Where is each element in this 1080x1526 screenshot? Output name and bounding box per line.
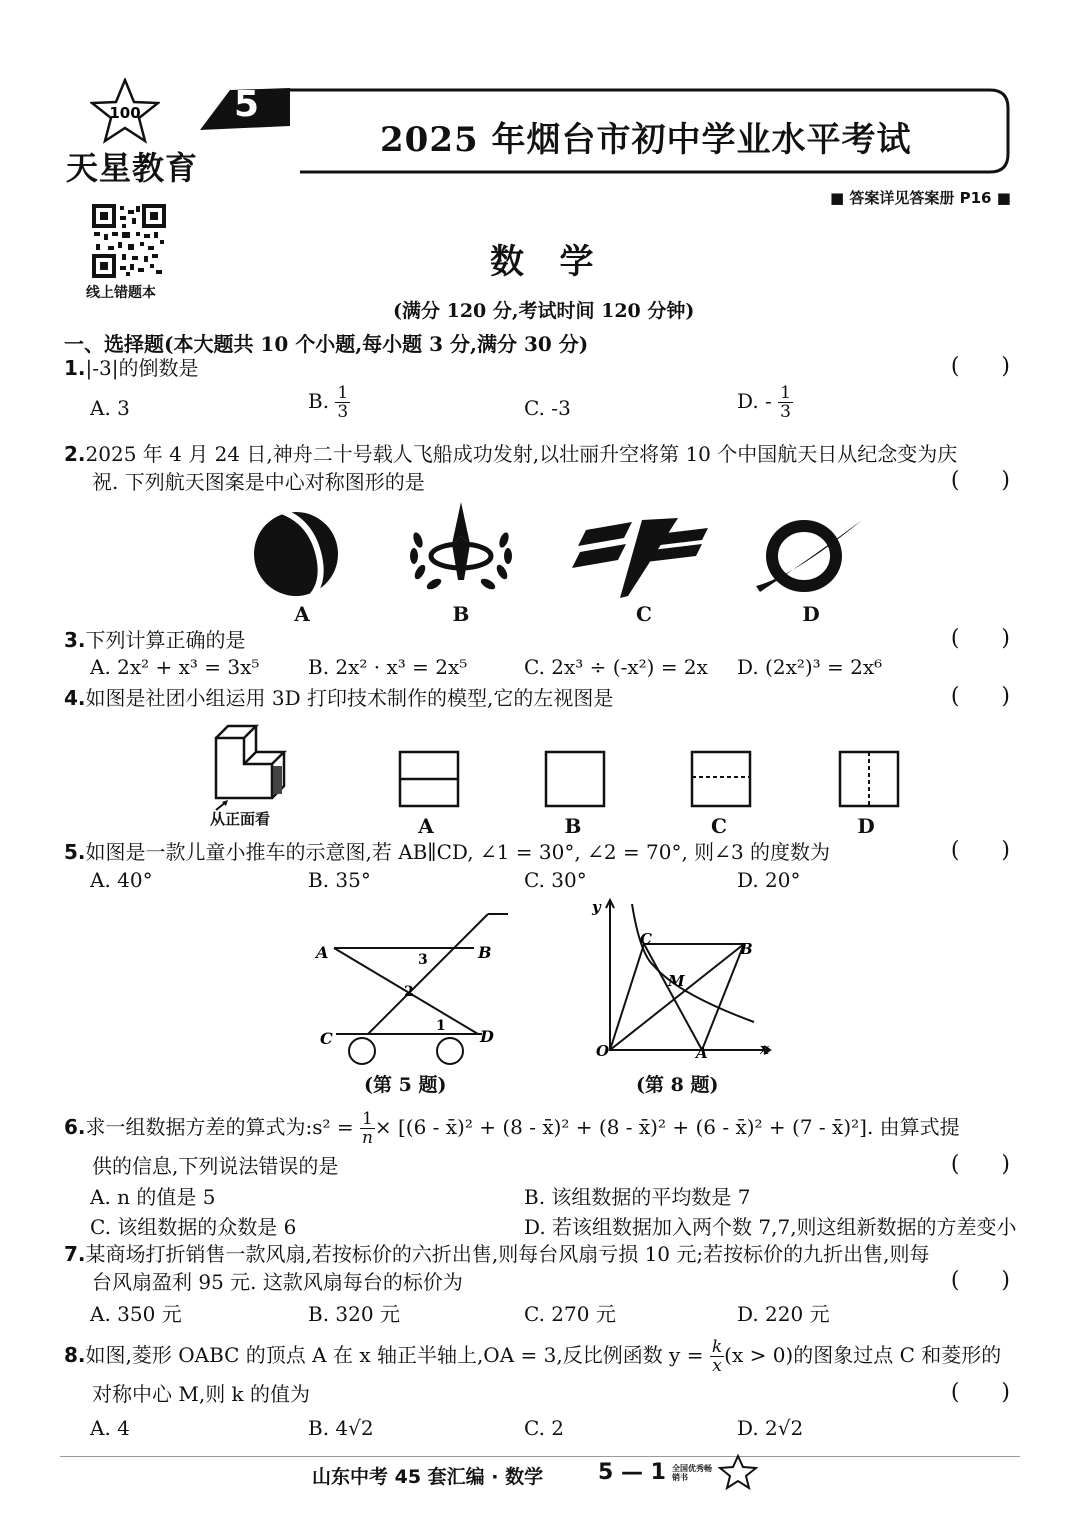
question-text: 2025 年 4 月 24 日,神舟二十号载人飞船成功发射,以壮丽升空将第 10 个中国航天日从纪念变为庆 [85,442,958,466]
front-view-label: 从正面看 [210,810,271,828]
answer-blank[interactable]: ( ) [950,684,1010,709]
option-c[interactable]: C. 2x³ ÷ (-x²) = 2x [524,655,708,679]
denominator: x [712,1356,722,1376]
question-number: 1. [64,356,86,380]
question-text-cont: × [(6 - x̄)² + (8 - x̄)² + (8 - x̄)² + (6 - x̄)² + (7 - x̄)²]. 由算式提 [374,1115,960,1139]
footer-page: 5 — 1 [598,1460,666,1485]
footer-series: 山东中考 45 套汇编 · 数学 [312,1466,544,1488]
view-option-c[interactable] [690,750,754,810]
question-text: 如图,菱形 OABC 的顶点 A 在 x 轴正半轴上,OA = 3,反比例函数 y = [85,1343,704,1367]
option-d[interactable]: D. 若该组数据加入两个数 7,7,则这组新数据的方差变小 [524,1215,1017,1239]
option-a[interactable]: A. 3 [90,396,130,420]
figure-8-rhombus-graph [588,894,778,1066]
figure-8-caption: (第 8 题) [636,1074,719,1096]
question-number: 8. [64,1343,86,1367]
footer-logo-icon [718,1454,758,1490]
numerator: 1 [362,1109,373,1129]
logo-text: 100 [109,104,141,122]
option-b[interactable]: B. 2x² · x³ = 2x⁵ [308,655,468,679]
point-label: O [596,1042,610,1060]
aerospace-logo-d[interactable] [754,516,864,592]
point-label: B [478,943,492,962]
answer-blank[interactable]: ( ) [950,626,1010,651]
option-b[interactable] [308,384,350,421]
question-text-cont: (x > 0)的图象过点 C 和菱形的 [724,1343,1002,1367]
qr-caption: 线上错题本 [86,285,156,301]
question-6 [64,1110,960,1147]
figure-5-stroller [312,904,512,1072]
question-7 [64,1240,930,1268]
option-d[interactable]: D. (2x²)³ = 2x⁶ [737,655,883,679]
point-label: C [320,1029,333,1048]
question-text: 某商场打折销售一款风扇,若按标价的六折出售,则每台风扇亏损 10 元;若按标价的九折出售,则每 [85,1242,930,1266]
figure-label: D [857,814,875,838]
figure-5-caption: (第 5 题) [364,1074,447,1096]
point-label: D [480,1027,494,1046]
point-label: B [740,940,753,958]
question-number: 5. [64,840,86,864]
exam-info: (满分 120 分,考试时间 120 分钟) [393,300,695,322]
aerospace-logo-c[interactable] [572,516,712,598]
qr-code [92,204,166,278]
3d-model-figure [204,718,304,812]
option-a[interactable]: A. 40° [90,868,153,892]
subject-title: 数 学 [490,242,594,282]
view-option-d[interactable] [838,750,902,810]
section-heading: 一、选择题(本大题共 10 个小题,每小题 3 分,满分 30 分) [64,332,589,356]
footer-small: 全国优秀畅销书 [672,1464,712,1482]
brand-logo [90,78,160,144]
question-number: 7. [64,1242,86,1266]
figure-label: A [294,602,310,626]
option-b[interactable]: B. 该组数据的平均数是 7 [524,1185,751,1209]
figure-label: C [636,602,652,626]
denominator: 3 [780,402,791,422]
option-b[interactable]: B. 4√2 [308,1416,374,1440]
figure-label: A [418,814,434,838]
question-number: 3. [64,628,86,652]
question-number: 2. [64,442,86,466]
axis-label: x [760,1040,769,1058]
question-4 [64,684,613,712]
option-a[interactable]: A. n 的值是 5 [90,1185,216,1209]
answer-reference: ■ 答案详见答案册 P16 ■ [830,189,1011,207]
option-d[interactable]: D. 220 元 [737,1302,830,1326]
answer-blank[interactable]: ( ) [950,468,1010,493]
option-d[interactable]: D. 2√2 [737,1416,804,1440]
angle-label: 3 [418,952,428,968]
point-label: M [668,972,685,990]
question-2-line2: 祝. 下列航天图案是中心对称图形的是 [92,470,425,494]
question-7-line2: 台风扇盈利 95 元. 这款风扇每台的标价为 [92,1270,463,1294]
denominator: 3 [337,402,349,422]
aerospace-logo-b[interactable] [406,500,516,596]
question-number: 6. [64,1115,86,1139]
answer-blank[interactable]: ( ) [950,1380,1010,1405]
exam-title: 2025 年烟台市初中学业水平考试 [380,120,912,160]
numerator: 1 [337,383,349,403]
question-5 [64,838,830,866]
numerator: k [711,1337,723,1357]
option-c[interactable]: C. 30° [524,868,587,892]
question-3 [64,626,246,654]
denominator: n [361,1128,373,1148]
answer-blank[interactable]: ( ) [950,838,1010,863]
aerospace-logo-a[interactable] [246,502,346,598]
option-a[interactable]: A. 4 [90,1416,130,1440]
angle-label: 1 [436,1018,446,1034]
option-b[interactable]: B. 320 元 [308,1302,400,1326]
footer-divider [60,1456,1020,1457]
fraction [778,384,793,421]
question-text: |-3|的倒数是 [85,356,199,380]
option-label: D. - [737,389,772,413]
point-label: A [696,1044,708,1062]
numerator: 1 [780,383,791,403]
view-option-a[interactable] [398,750,462,810]
fraction [335,384,350,421]
question-2 [64,440,957,468]
option-c[interactable]: C. 2 [524,1416,565,1440]
angle-label: 2 [404,984,414,1000]
question-text: 如图是一款儿童小推车的示意图,若 AB∥CD, ∠1 = 30°, ∠2 = 70°, 则∠3 的度数为 [85,840,831,864]
option-c[interactable]: C. 该组数据的众数是 6 [90,1215,297,1239]
axis-label: y [592,898,601,916]
option-d[interactable] [737,384,793,421]
point-label: C [640,930,652,948]
question-8 [64,1338,1001,1375]
fraction [360,1110,375,1147]
figure-label: B [564,814,582,838]
option-label: B. [308,389,330,413]
paper-number: 5 [234,84,260,125]
question-text: 下列计算正确的是 [85,628,246,652]
question-number: 4. [64,686,86,710]
figure-label: D [802,602,820,626]
brand-name: 天星教育 [66,149,199,187]
question-text: 如图是社团小组运用 3D 打印技术制作的模型,它的左视图是 [85,686,614,710]
question-text: 求一组数据方差的算式为:s² = [85,1115,354,1139]
fraction [710,1338,724,1375]
answer-blank[interactable]: ( ) [950,1268,1010,1293]
option-c[interactable]: C. -3 [524,396,571,420]
question-1 [64,354,198,382]
answer-blank[interactable]: ( ) [950,1152,1010,1177]
option-a[interactable]: A. 350 元 [90,1302,182,1326]
point-label: A [316,943,329,962]
option-a[interactable]: A. 2x² + x³ = 3x⁵ [90,655,260,679]
question-6-line2: 供的信息,下列说法错误的是 [92,1154,339,1178]
figure-label: C [711,814,727,838]
view-option-b[interactable] [544,750,608,810]
option-d[interactable]: D. 20° [737,868,801,892]
figure-label: B [452,602,470,626]
option-b[interactable]: B. 35° [308,868,371,892]
answer-blank[interactable]: ( ) [950,354,1010,379]
question-8-line2: 对称中心 M,则 k 的值为 [92,1382,311,1406]
option-c[interactable]: C. 270 元 [524,1302,616,1326]
